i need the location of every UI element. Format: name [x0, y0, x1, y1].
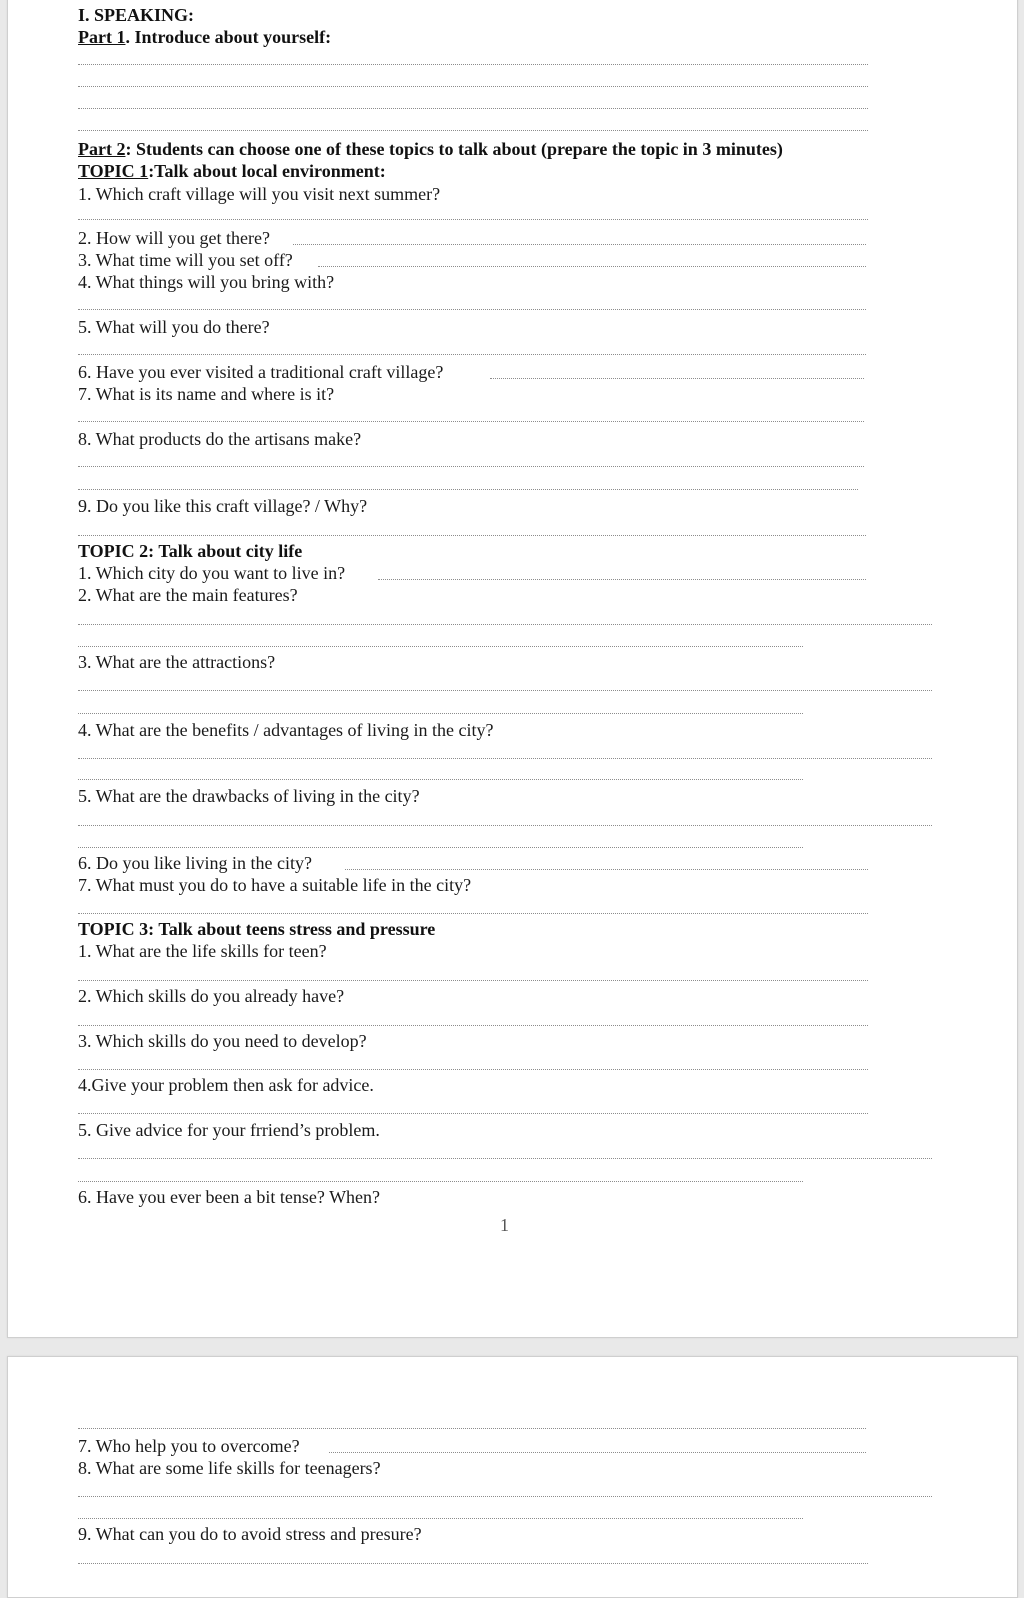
answer-line [78, 1563, 868, 1564]
part2-heading [78, 138, 783, 160]
answer-line [78, 1428, 866, 1429]
answer-line [78, 646, 803, 647]
topic1-question-2: 2. How will you get there? [78, 228, 270, 248]
answer-line [78, 130, 868, 131]
answer-line [318, 266, 866, 267]
answer-line [78, 354, 866, 355]
answer-line [78, 1518, 803, 1519]
topic3-question-9: 9. What can you do to avoid stress and presure? [78, 1524, 422, 1544]
answer-line [78, 489, 858, 490]
topic1-question-3: 3. What time will you set off? [78, 250, 293, 270]
topic1-question-8: 8. What products do the artisans make? [78, 429, 362, 449]
topic2-question-4: 4. What are the benefits / advantages of living in the city? [78, 720, 494, 740]
topic3-question-7: 7. Who help you to overcome? [78, 1436, 300, 1456]
topic3-question-8: 8. What are some life skills for teenagers? [78, 1458, 381, 1478]
topic3-question-6: 6. Have you ever been a bit tense? When? [78, 1187, 381, 1207]
answer-line [78, 713, 803, 714]
topic2-question-6: 6. Do you like living in the city? [78, 853, 312, 873]
answer-line [78, 980, 868, 981]
answer-line [78, 690, 932, 691]
topic1-question-7: 7. What is its name and where is it? [78, 384, 335, 404]
answer-line [78, 466, 864, 467]
topic3-question-3: 3. Which skills do you need to develop? [78, 1031, 367, 1051]
answer-line [78, 825, 932, 826]
answer-line [378, 579, 866, 580]
part1-label: Part 1 [78, 27, 126, 47]
part1-heading [78, 26, 331, 48]
topic2-heading: TOPIC 2: Talk about city life [78, 541, 303, 561]
topic1-question-4: 4. What things will you bring with? [78, 272, 335, 292]
answer-line [78, 913, 868, 914]
topic2-question-2: 2. What are the main features? [78, 585, 298, 605]
part1-text: . Introduce about yourself: [125, 27, 332, 47]
answer-line [78, 1158, 932, 1159]
answer-line [78, 624, 932, 625]
answer-line [78, 758, 932, 759]
topic1-label: TOPIC 1 [78, 161, 149, 181]
topic3-question-1: 1. What are the life skills for teen? [78, 941, 327, 961]
topic2-question-7: 7. What must you do to have a suitable life in the city? [78, 875, 472, 895]
answer-line [78, 421, 864, 422]
answer-line [78, 1181, 803, 1182]
part2-label: Part 2 [78, 139, 126, 159]
answer-line [78, 1025, 868, 1026]
topic1-question-1: 1. Which craft village will you visit next summer? [78, 184, 441, 204]
topic1-question-6: 6. Have you ever visited a traditional craft village? [78, 362, 444, 382]
answer-line [78, 779, 803, 780]
answer-line [78, 219, 868, 220]
answer-line [78, 309, 866, 310]
topic3-heading: TOPIC 3: Talk about teens stress and pressure [78, 919, 436, 939]
answer-line [78, 847, 803, 848]
answer-line [490, 378, 864, 379]
answer-line [78, 64, 868, 65]
answer-line [329, 1452, 866, 1453]
topic3-question-2: 2. Which skills do you already have? [78, 986, 345, 1006]
topic1-question-9: 9. Do you like this craft village? / Why? [78, 496, 368, 516]
answer-line [78, 1069, 868, 1070]
topic1-heading [78, 160, 386, 182]
section-title: I. SPEAKING: [78, 5, 195, 25]
answer-line [293, 244, 866, 245]
answer-line [78, 1113, 868, 1114]
topic1-question-5: 5. What will you do there? [78, 317, 270, 337]
topic3-question-5: 5. Give advice for your frriend’s problem. [78, 1120, 380, 1140]
topic2-question-1: 1. Which city do you want to live in? [78, 563, 346, 583]
answer-line [78, 1496, 932, 1497]
topic2-question-3: 3. What are the attractions? [78, 652, 276, 672]
topic1-title: :Talk about local environment: [148, 161, 386, 181]
part2-text: : Students can choose one of these topics to talk about (prepare the topic in 3 minutes) [125, 139, 783, 159]
page-number: 1 [500, 1215, 509, 1235]
answer-line [78, 86, 868, 87]
answer-line [345, 869, 868, 870]
answer-line [78, 108, 868, 109]
topic3-question-4: 4.Give your problem then ask for advice. [78, 1075, 374, 1095]
answer-line [78, 535, 866, 536]
topic2-question-5: 5. What are the drawbacks of living in the city? [78, 786, 420, 806]
